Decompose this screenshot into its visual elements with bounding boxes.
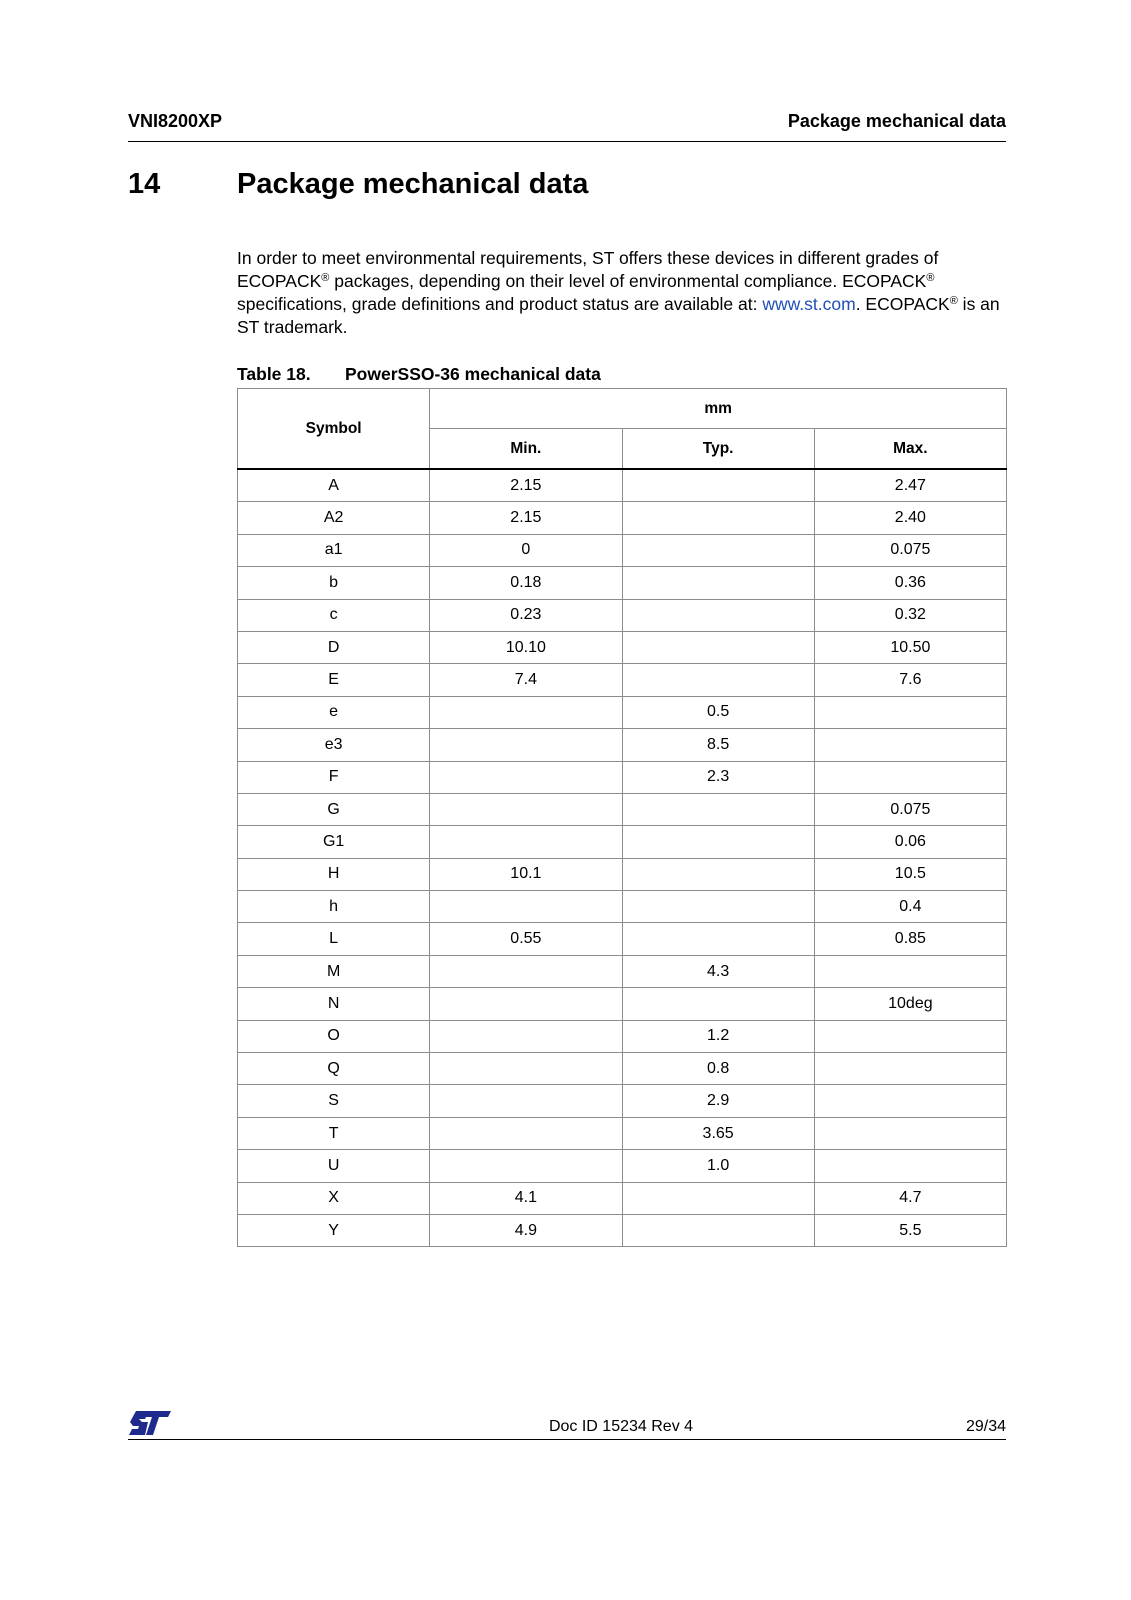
footer-divider xyxy=(128,1439,1006,1440)
cell-symbol: U xyxy=(238,1150,430,1182)
cell-symbol: T xyxy=(238,1117,430,1149)
cell-max xyxy=(814,729,1006,761)
st-website-link[interactable]: www.st.com xyxy=(762,294,856,314)
registered-mark: ® xyxy=(926,272,935,284)
table-row xyxy=(238,567,1007,599)
cell-symbol: h xyxy=(238,891,430,923)
mechanical-data-table xyxy=(237,388,1007,1247)
cell-symbol: O xyxy=(238,1020,430,1052)
cell-symbol: e3 xyxy=(238,729,430,761)
cell-min: 4.9 xyxy=(430,1214,622,1246)
cell-min xyxy=(430,988,622,1020)
cell-typ xyxy=(622,599,814,631)
cell-symbol: H xyxy=(238,858,430,890)
cell-symbol: c xyxy=(238,599,430,631)
cell-max xyxy=(814,1150,1006,1182)
registered-mark: ® xyxy=(321,272,330,284)
cell-max xyxy=(814,1053,1006,1085)
cell-min: 0.55 xyxy=(430,923,622,955)
cell-min xyxy=(430,1020,622,1052)
cell-max: 4.7 xyxy=(814,1182,1006,1214)
section-title: Package mechanical data xyxy=(237,168,589,200)
cell-symbol: F xyxy=(238,761,430,793)
cell-max: 10deg xyxy=(814,988,1006,1020)
cell-min xyxy=(430,793,622,825)
cell-symbol: M xyxy=(238,955,430,987)
page-number: 29/34 xyxy=(965,1418,1006,1435)
cell-min: 7.4 xyxy=(430,664,622,696)
cell-max: 0.32 xyxy=(814,599,1006,631)
cell-typ: 2.3 xyxy=(622,761,814,793)
cell-typ: 0.5 xyxy=(622,696,814,728)
table-row xyxy=(238,729,1007,761)
header-unit: mm xyxy=(430,389,1007,429)
cell-min: 0 xyxy=(430,534,622,566)
running-section-title: Package mechanical data xyxy=(787,111,1006,131)
cell-min xyxy=(430,1150,622,1182)
cell-typ: 1.2 xyxy=(622,1020,814,1052)
table-row xyxy=(238,988,1007,1020)
cell-typ xyxy=(622,923,814,955)
table-row xyxy=(238,664,1007,696)
intro-text-1: In order to meet environmental requirements, ST offers these devices in different grades of ECOPACK xyxy=(237,248,939,291)
cell-typ: 2.9 xyxy=(622,1085,814,1117)
cell-symbol: e xyxy=(238,696,430,728)
header-max: Max. xyxy=(814,429,1006,470)
cell-typ: 4.3 xyxy=(622,955,814,987)
doc-id: Doc ID 15234 Rev 4 xyxy=(548,1418,694,1435)
table-row xyxy=(238,1085,1007,1117)
cell-typ xyxy=(622,469,814,502)
cell-typ xyxy=(622,567,814,599)
cell-symbol: N xyxy=(238,988,430,1020)
cell-symbol: A2 xyxy=(238,502,430,534)
cell-min: 0.23 xyxy=(430,599,622,631)
cell-min xyxy=(430,1085,622,1117)
cell-max: 2.47 xyxy=(814,469,1006,502)
document-title: VNI8200XP xyxy=(128,111,223,131)
intro-paragraph xyxy=(237,247,1017,339)
cell-typ: 1.0 xyxy=(622,1150,814,1182)
intro-text-2: packages, depending on their level of environmental compliance. ECOPACK xyxy=(329,271,927,291)
cell-typ xyxy=(622,502,814,534)
cell-min xyxy=(430,1053,622,1085)
cell-min xyxy=(430,1117,622,1149)
table-row xyxy=(238,793,1007,825)
cell-max: 10.50 xyxy=(814,631,1006,663)
cell-typ xyxy=(622,1182,814,1214)
table-row xyxy=(238,534,1007,566)
cell-symbol: b xyxy=(238,567,430,599)
cell-typ xyxy=(622,826,814,858)
table-row xyxy=(238,631,1007,663)
table-row xyxy=(238,1117,1007,1149)
cell-typ xyxy=(622,1214,814,1246)
table-row xyxy=(238,502,1007,534)
cell-max: 10.5 xyxy=(814,858,1006,890)
cell-typ: 8.5 xyxy=(622,729,814,761)
cell-symbol: A xyxy=(238,469,430,502)
cell-max: 0.4 xyxy=(814,891,1006,923)
cell-min xyxy=(430,729,622,761)
cell-min xyxy=(430,891,622,923)
table-body xyxy=(238,469,1007,1247)
cell-symbol: L xyxy=(238,923,430,955)
cell-symbol: G xyxy=(238,793,430,825)
cell-min: 10.1 xyxy=(430,858,622,890)
table-row xyxy=(238,1150,1007,1182)
table-title: PowerSSO-36 mechanical data xyxy=(345,364,601,384)
header-typ: Typ. xyxy=(622,429,814,470)
cell-min xyxy=(430,955,622,987)
registered-mark: ® xyxy=(949,295,958,307)
table-row xyxy=(238,469,1007,502)
cell-max xyxy=(814,1085,1006,1117)
cell-symbol: X xyxy=(238,1182,430,1214)
cell-max: 5.5 xyxy=(814,1214,1006,1246)
header-min: Min. xyxy=(430,429,622,470)
cell-typ xyxy=(622,891,814,923)
table-row xyxy=(238,1053,1007,1085)
cell-typ xyxy=(622,631,814,663)
table-row xyxy=(238,955,1007,987)
cell-min: 0.18 xyxy=(430,567,622,599)
cell-symbol: G1 xyxy=(238,826,430,858)
cell-typ: 3.65 xyxy=(622,1117,814,1149)
table-row xyxy=(238,1020,1007,1052)
cell-min: 2.15 xyxy=(430,469,622,502)
cell-max xyxy=(814,1117,1006,1149)
table-row xyxy=(238,696,1007,728)
header-symbol: Symbol xyxy=(238,389,430,470)
cell-typ xyxy=(622,534,814,566)
cell-max: 0.075 xyxy=(814,793,1006,825)
cell-typ: 0.8 xyxy=(622,1053,814,1085)
cell-max: 0.85 xyxy=(814,923,1006,955)
cell-symbol: Y xyxy=(238,1214,430,1246)
cell-max: 2.40 xyxy=(814,502,1006,534)
cell-min xyxy=(430,761,622,793)
intro-text-3: specifications, grade definitions and product status are available at: xyxy=(237,294,763,314)
cell-max: 0.06 xyxy=(814,826,1006,858)
cell-max: 7.6 xyxy=(814,664,1006,696)
table-row xyxy=(238,923,1007,955)
cell-typ xyxy=(622,793,814,825)
cell-typ xyxy=(622,858,814,890)
table-row xyxy=(238,826,1007,858)
cell-symbol: S xyxy=(238,1085,430,1117)
table-caption xyxy=(237,364,601,385)
cell-typ xyxy=(622,988,814,1020)
cell-typ xyxy=(622,664,814,696)
cell-min: 4.1 xyxy=(430,1182,622,1214)
cell-min: 2.15 xyxy=(430,502,622,534)
section-number: 14 xyxy=(128,168,161,200)
cell-max: 0.36 xyxy=(814,567,1006,599)
page-header xyxy=(128,111,1006,142)
intro-text-5: is an ST trademark. xyxy=(237,294,1000,337)
cell-max xyxy=(814,761,1006,793)
cell-min xyxy=(430,826,622,858)
table-row xyxy=(238,858,1007,890)
cell-max xyxy=(814,1020,1006,1052)
intro-text-4: . ECOPACK xyxy=(855,294,950,314)
cell-max xyxy=(814,955,1006,987)
table-row xyxy=(238,599,1007,631)
table-row xyxy=(238,761,1007,793)
cell-min xyxy=(430,696,622,728)
cell-max: 0.075 xyxy=(814,534,1006,566)
cell-symbol: a1 xyxy=(238,534,430,566)
table-number: Table 18. xyxy=(237,364,311,384)
table-row xyxy=(238,891,1007,923)
cell-symbol: Q xyxy=(238,1053,430,1085)
cell-min: 10.10 xyxy=(430,631,622,663)
cell-symbol: E xyxy=(238,664,430,696)
cell-symbol: D xyxy=(238,631,430,663)
table-row xyxy=(238,1214,1007,1246)
cell-max xyxy=(814,696,1006,728)
table-row xyxy=(238,1182,1007,1214)
footer-center xyxy=(0,1418,1131,1436)
